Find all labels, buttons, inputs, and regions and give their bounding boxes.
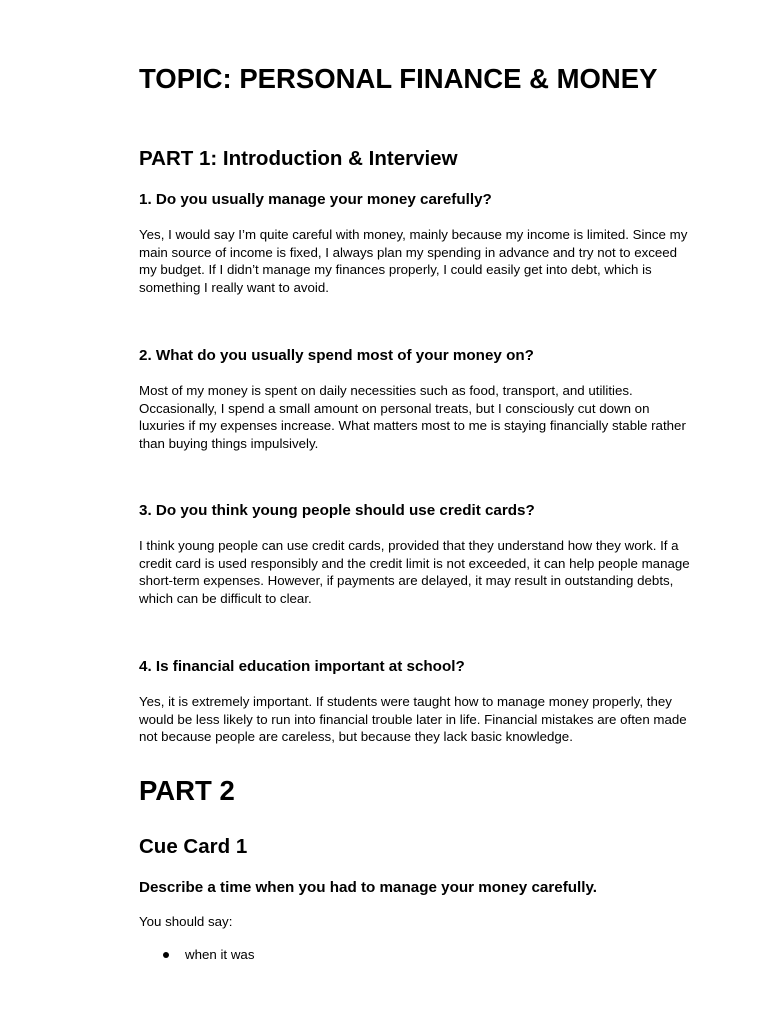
cue-card-prompt: Describe a time when you had to manage your money carefully. [139,879,598,896]
answer-1-line: something I really want to avoid. [139,279,329,295]
part1-heading: PART 1: Introduction & Interview [139,147,458,170]
question-2: 2. What do you usually spend most of your money on? [139,347,534,364]
cue-card-heading: Cue Card 1 [139,835,248,858]
list-item [139,946,254,964]
bullet-icon [163,952,169,958]
answer-2-line: luxuries if my expenses increase. What matters most to me is staying financially stable rather [139,418,686,434]
answer-4-line: would be less likely to run into financial trouble later in life. Financial mistakes are often made [139,711,687,727]
answer-1-line: Yes, I would say I’m quite careful with money, mainly because my income is limited. Since my [139,227,688,242]
answer-1 [139,226,731,296]
answer-3-line: I think young people can use credit cards, provided that they understand how they work. If a [139,538,679,553]
part2-heading: PART 2 [139,775,235,806]
answer-1-line: main source of income is fixed, I always plan my spending in advance and try not to exceed [139,244,678,260]
answer-4-line: not because people are careless, but because they lack basic knowledge. [139,729,573,745]
cue-card-bullet-text: when it was [185,947,255,962]
answer-4-line: Yes, it is extremely important. If students were taught how to manage money properly, they [139,694,672,709]
answer-1-line: my budget. If I didn’t manage my finances properly, I could easily get into debt, which is [139,262,652,278]
answer-2 [139,382,731,452]
answer-3-line: which can be difficult to clear. [139,590,312,606]
question-4: 4. Is financial education important at school? [139,658,465,675]
answer-3-line: short-term expenses. However, if payments are delayed, it may result in outstanding debts, [139,573,674,589]
question-1: 1. Do you usually manage your money carefully? [139,191,492,208]
answer-3-line: credit card is used responsibly and the credit limit is not exceeded, it can help people manage [139,555,690,571]
cue-card-instruction: You should say: [139,914,233,929]
question-3: 3. Do you think young people should use credit cards? [139,502,535,519]
answer-3 [139,537,731,607]
answer-4 [139,693,731,746]
answer-2-line: Most of my money is spent on daily necessities such as food, transport, and utilities. [139,383,633,398]
cue-card-bullet-list [139,946,254,964]
document-title: TOPIC: PERSONAL FINANCE & MONEY [139,63,658,94]
answer-2-line: Occasionally, I spend a small amount on personal treats, but I consciously cut down on [139,400,650,416]
answer-2-line: than buying things impulsively. [139,435,319,451]
